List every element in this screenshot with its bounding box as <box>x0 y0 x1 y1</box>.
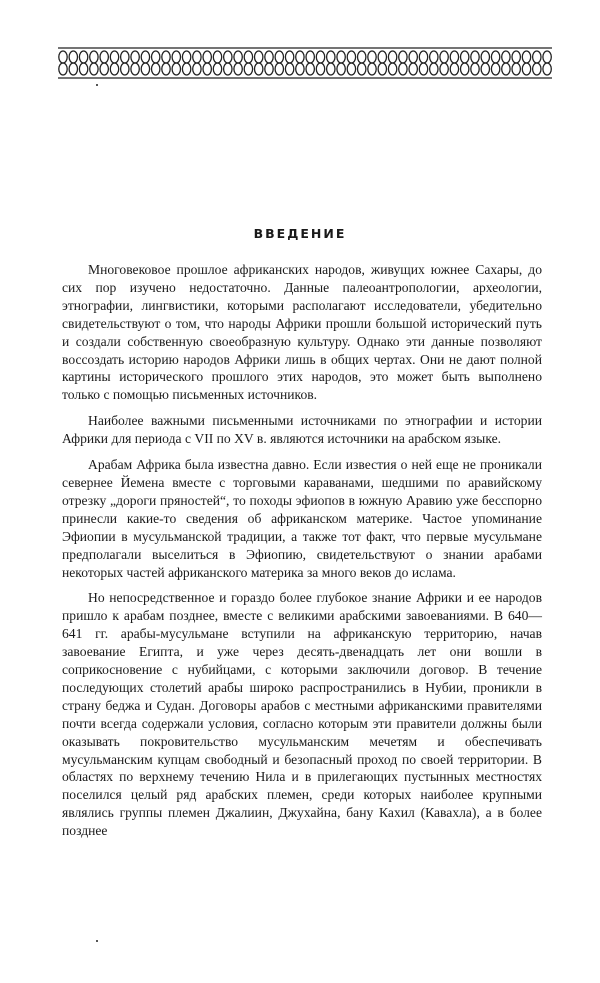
chapter-title: ВВЕДЕНИЕ <box>253 226 347 241</box>
ornament-loop <box>399 63 407 75</box>
ornament-loop <box>152 51 160 63</box>
ornament-loop <box>296 51 304 63</box>
ornament-loop <box>110 51 118 63</box>
ornament-loop <box>265 63 273 75</box>
ornament-loop <box>543 63 551 75</box>
ornament-loop <box>388 63 396 75</box>
ornament-loop <box>409 63 417 75</box>
ornament-loop <box>347 63 355 75</box>
ornament-loop <box>79 63 87 75</box>
decorative-ornament-band <box>58 46 552 80</box>
ornament-loop <box>512 63 520 75</box>
ornament-loop <box>440 51 448 63</box>
ornament-loop <box>337 63 345 75</box>
ornament-loop <box>203 51 211 63</box>
ornament-loop <box>172 51 180 63</box>
body-text <box>62 261 542 848</box>
ornament-loop <box>234 63 242 75</box>
ornament-loop <box>213 51 221 63</box>
paragraph: Но непосредственное и гораздо более глубокое знание Африки и ее народов пришло к арабам позднее, вместе с великими арабскими завоеваниями. В 640—641 гг. арабы-мусульмане вступили на африканскую территорию, начав завоевание Египта, и уже через десять-двенадцать лет они вошли в соприкосновение с нубийцами, с которыми заключили договор. В течение последующих столетий арабы широко распространились в Нубии, проникли в страну беджа и Судан. Договоры арабов с местными африканскими правителями почти всегда содержали условия, согласно которым эти правители должны были оказывать покровительство мусульманским мечетям и обеспечивать мусульманским купцам свободный и безопасный проход по своей территории. В областях по верхнему течению Нила и в прилегающих пустынных местностях поселился целый ряд арабских племен, среди которых наиболее крупными являлись группы племен Джалиин, Джухайна, бану Кахил (Кавахла), а в более позднее <box>62 590 542 839</box>
ornament-loop <box>59 63 67 75</box>
ornament-loop <box>100 63 108 75</box>
ornament-loop <box>59 51 67 63</box>
ornament-loop <box>461 51 469 63</box>
ornament-loop <box>378 63 386 75</box>
ornament-loop <box>90 51 98 63</box>
ornament-loop <box>358 63 366 75</box>
ornament-loop <box>306 63 314 75</box>
ornament-loop <box>275 51 283 63</box>
ornament-loop <box>378 51 386 63</box>
ornament-loop <box>388 51 396 63</box>
paragraph: Наиболее важными письменными источниками по этнографии и истории Африки для периода с VII по XV в. являются источники на арабском языке. <box>62 413 542 447</box>
ornament-loop <box>450 63 458 75</box>
scan-speck <box>96 84 98 86</box>
paragraph: Многовековое прошлое африканских народов, живущих южнее Сахары, до сих пор изучено недостаточно. Данные палеоантропологии, археологии, этнографии, лингвистики, которыми располагают исследователи, убедительно свидетельствуют о том, что народы Африки прошли большой исторический путь и создали собственную своеобразную культуру. Однако эти данные позволяют воссоздать историю народов Африки лишь в общих чертах. Они не дают полной картины исторического прошлого этих народов, это может быть выполнено только с помощью письменных источников. <box>62 262 542 403</box>
ornament-loop <box>193 63 201 75</box>
ornament-loop <box>419 51 427 63</box>
ornament-loop <box>502 63 510 75</box>
ornament-loop <box>368 63 376 75</box>
ornament-loop <box>430 51 438 63</box>
paragraph: Арабам Африка была известна давно. Если известия о ней еще не проникали севернее Йемена вместе с торговыми караванами, шедшими по аравийскому отрезку „дороги пряностей“, то походы эфиопов в южную Аравию уже бесспорно принесли какие-то сведения об африканском материке. Частое упоминание Эфиопии в мусульманской традиции, а также тот факт, что первые мусульмане предполагали выселиться в Эфиопию, свидетельствуют о знании арабами некоторых частей африканского материка за много веков до ислама. <box>62 457 542 580</box>
ornament-loop <box>224 51 232 63</box>
ornament-loop <box>110 63 118 75</box>
ornament-loop <box>543 51 551 63</box>
ornament-loop <box>224 63 232 75</box>
ornament-loop <box>285 63 293 75</box>
ornament-loop <box>121 51 129 63</box>
ornament-loop <box>69 63 77 75</box>
ornament-loop <box>358 51 366 63</box>
ornament-loop <box>522 51 530 63</box>
ornament-loop <box>419 63 427 75</box>
ornament-loop <box>141 63 149 75</box>
ornament-loop <box>481 51 489 63</box>
ornament-loop <box>121 63 129 75</box>
ornament-loop <box>522 63 530 75</box>
ornament-loop <box>409 51 417 63</box>
ornament-loop <box>162 51 170 63</box>
ornament-loop <box>327 51 335 63</box>
ornament-loop <box>234 51 242 63</box>
ornament-loop <box>162 63 170 75</box>
ornament-loop <box>316 51 324 63</box>
ornament-loop <box>182 63 190 75</box>
ornament-loop <box>502 51 510 63</box>
ornament-loop <box>131 63 139 75</box>
ornament-loop <box>533 63 541 75</box>
ornament-loop <box>347 51 355 63</box>
scan-speck <box>96 940 98 942</box>
ornament-loop <box>327 63 335 75</box>
ornament-loop <box>100 51 108 63</box>
ornament-loop <box>285 51 293 63</box>
ornament-loop <box>296 63 304 75</box>
ornament-loop <box>306 51 314 63</box>
ornament-loop <box>255 63 263 75</box>
ornament-loop <box>471 51 479 63</box>
ornament-loop <box>131 51 139 63</box>
ornament-loop <box>471 63 479 75</box>
ornament-loop <box>79 51 87 63</box>
ornament-loop <box>90 63 98 75</box>
ornament-loop <box>337 51 345 63</box>
ornament-loop <box>172 63 180 75</box>
ornament-loop <box>265 51 273 63</box>
ornament-loop <box>450 51 458 63</box>
ornament-loop <box>533 51 541 63</box>
ornament-loop <box>152 63 160 75</box>
ornament-loop <box>491 51 499 63</box>
ornament-loop <box>182 51 190 63</box>
ornament-loop <box>430 63 438 75</box>
ornament-loop <box>193 51 201 63</box>
ornament-loop <box>491 63 499 75</box>
ornament-loop <box>399 51 407 63</box>
ornament-loop <box>316 63 324 75</box>
ornament-loop <box>275 63 283 75</box>
ornament-loop <box>244 63 252 75</box>
ornament-loop <box>213 63 221 75</box>
ornament-loop <box>461 63 469 75</box>
ornament-loop <box>368 51 376 63</box>
ornament-loop <box>512 51 520 63</box>
ornament-loop <box>141 51 149 63</box>
ornament-loop <box>481 63 489 75</box>
ornament-loop <box>69 51 77 63</box>
ornament-loop <box>203 63 211 75</box>
ornament-loop <box>244 51 252 63</box>
ornament-loop <box>440 63 448 75</box>
ornament-loop <box>255 51 263 63</box>
